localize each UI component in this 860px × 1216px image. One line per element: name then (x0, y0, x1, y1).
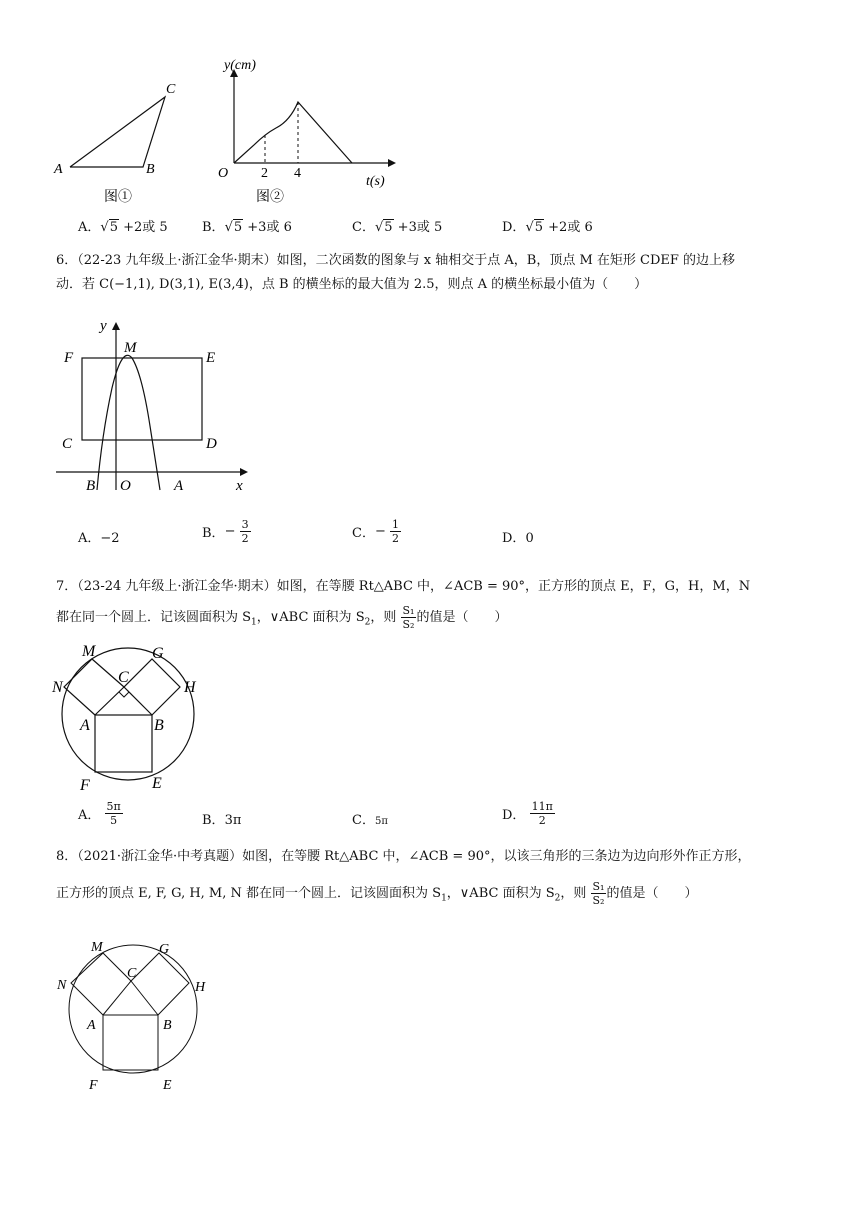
q7-stem-line-2: 都在同一个圆上．记该圆面积为 $S_1$，∨ABC 面积为 $S_2$，则 $\frac{\text{S₁}}{\text{S₂}}$ 的值是（ ） (56, 604, 508, 631)
q8-label-a: A (87, 1018, 96, 1033)
q7-option-d[interactable]: D． $\frac{11\pi}{2}$ (502, 800, 553, 827)
q8-stem-line-2: 正方形的顶点 E, F, G, H, M, N 都在同一个圆上．记该圆面积为 $S_1$，∨ABC 面积为 $S_2$，则 $\frac{\text{S₁}}{\text{S₂}}$ 的值是（ ） (56, 880, 698, 907)
q5-fig2-origin: O (218, 166, 229, 181)
q7-label-n: N (52, 679, 63, 696)
q5-fig1-label-c: C (166, 82, 176, 97)
q7-option-b[interactable]: B．3π (202, 813, 242, 828)
q5-option-d[interactable]: D．√5 +2或 6 (502, 220, 593, 235)
q5-option-a[interactable]: A．√5 +2或 5 (78, 220, 168, 235)
q6-label-d: D (206, 436, 217, 452)
q8-label-n: N (57, 978, 67, 993)
q6-label-y: y (100, 318, 107, 334)
q8-label-m: M (91, 940, 103, 955)
q7-label-f: F (80, 777, 90, 794)
q5-fig2-tick-2: 2 (261, 166, 268, 181)
q7-label-a: A (80, 717, 90, 734)
q6-label-f: F (64, 350, 74, 366)
q8-label-b: B (163, 1018, 172, 1033)
q5-fig2-tick-4: 4 (294, 166, 301, 181)
q5-fig2-ylabel: y(cm) (224, 58, 256, 73)
q5-fig2-caption: 图② (256, 190, 284, 205)
q5-fig1-caption: 图① (104, 190, 132, 205)
q8-label-g: G (159, 942, 170, 957)
q8-label-c: C (127, 966, 137, 981)
q6-label-o: O (120, 478, 131, 494)
q7-option-a[interactable]: A． $\frac{5\pi}{5}$ (78, 800, 121, 827)
q7-option-c[interactable]: C．5π (352, 813, 388, 828)
q6-stem-line-2: 动．若 C(−1,1), D(3,1), E(3,4)，点 B 的横坐标的最大值为 2.5，则点 A 的横坐标最小值为（ ） (56, 277, 648, 292)
q7-figure (48, 638, 218, 798)
q6-option-d[interactable]: D．0 (502, 531, 534, 546)
q5-fig1-label-a: A (54, 162, 63, 177)
q6-option-b[interactable]: B．− $\frac{3}{2}$ (202, 518, 249, 545)
q5-option-b[interactable]: B．√5 +3或 6 (202, 220, 292, 235)
q8-label-e: E (163, 1078, 172, 1093)
q6-label-m: M (124, 340, 137, 356)
q7-label-c: C (118, 669, 129, 686)
q7-label-e: E (152, 775, 162, 792)
q6-figure (50, 318, 260, 498)
q6-label-c: C (62, 436, 73, 452)
q7-label-h: H (184, 679, 196, 696)
q8-figure (55, 935, 220, 1095)
q8-label-f: F (89, 1078, 98, 1093)
q5-figure-1 (50, 75, 190, 210)
q5-fig2-xlabel: t(s) (366, 174, 385, 189)
q6-option-a[interactable]: A．−2 (78, 531, 120, 546)
q6-stem-line-1: 6．（22-23 九年级上·浙江金华·期末）如图，二次函数的图象与 x 轴相交于点 A，B，顶点 M 在矩形 CDEF 的边上移 (56, 253, 736, 268)
q7-stem-line-1: 7．（23-24 九年级上·浙江金华·期末）如图，在等腰 Rt△ABC 中，∠ACB = 90°，正方形的顶点 E，F，G，H，M，N (56, 579, 751, 594)
q7-label-b: B (154, 717, 164, 734)
q6-label-b: B (86, 478, 96, 494)
q6-label-x: x (236, 478, 243, 494)
q5-option-c[interactable]: C．√5 +3或 5 (352, 220, 443, 235)
q5-fig1-label-b: B (146, 162, 155, 177)
q6-label-e: E (206, 350, 216, 366)
q8-label-h: H (195, 980, 206, 995)
q7-label-m: M (82, 643, 96, 660)
q6-option-c[interactable]: C．− $\frac{1}{2}$ (352, 518, 399, 545)
q8-stem-line-1: 8．（2021·浙江金华·中考真题）如图，在等腰 Rt△ABC 中，∠ACB = 90°，以该三角形的三条边为边向形外作正方形， (56, 849, 751, 864)
q7-label-g: G (152, 645, 164, 662)
q5-figure-2 (210, 55, 400, 210)
q6-label-a: A (174, 478, 184, 494)
